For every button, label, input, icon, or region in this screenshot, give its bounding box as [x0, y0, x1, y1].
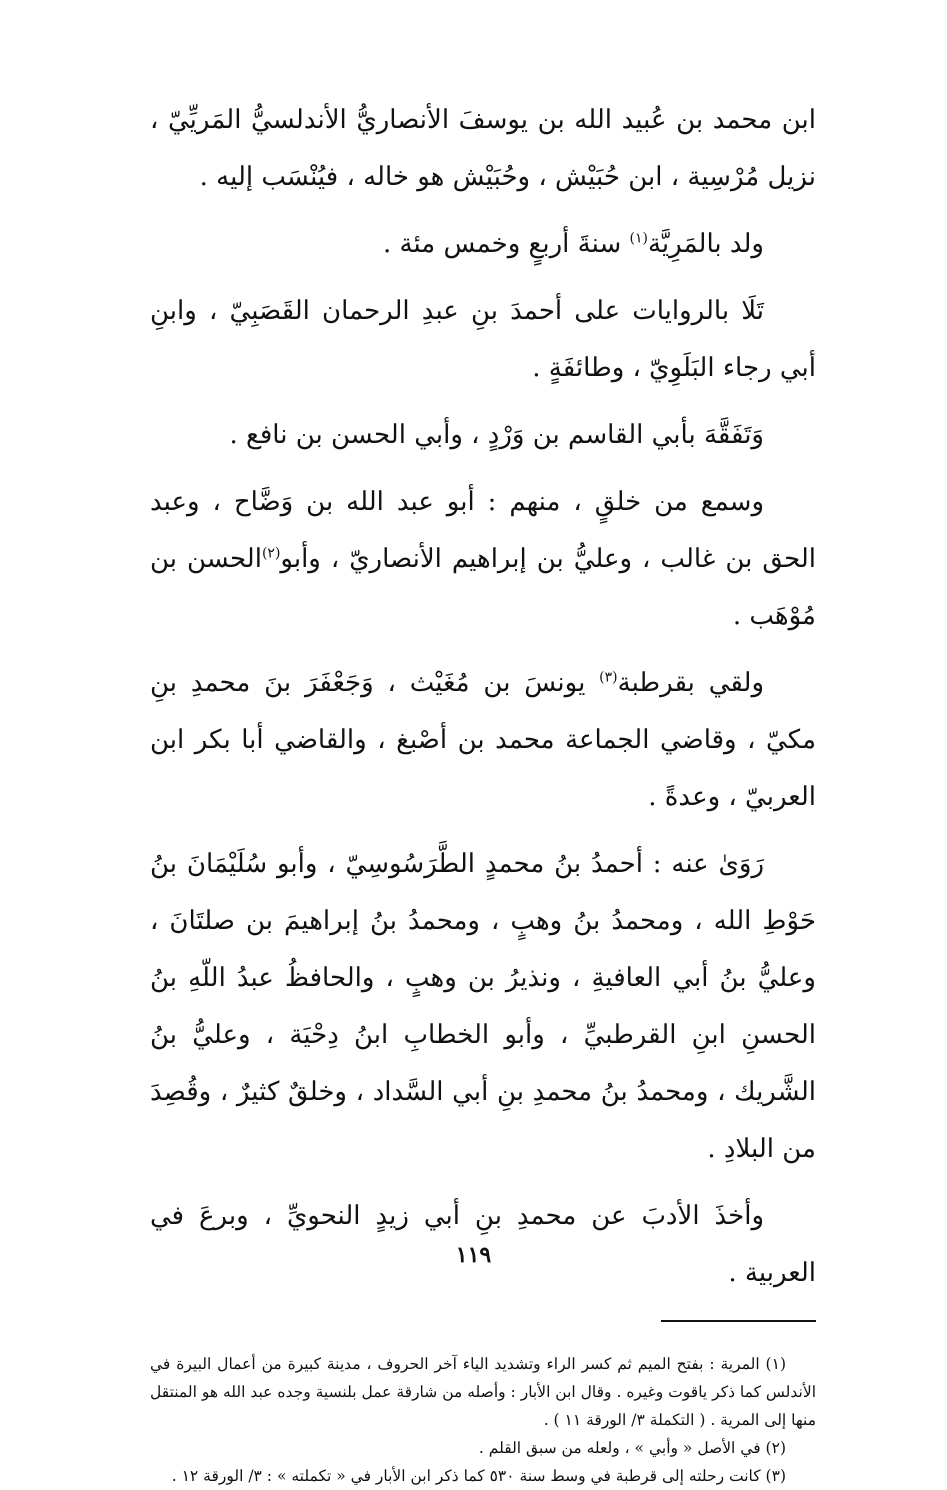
paragraph-5 — [150, 474, 816, 645]
footnote-3: (٣) كانت رحلته إلى قرطبة في وسط سنة ٥٣٠ كما ذكر ابن الأبار في « تكملته » : ٣/ الورقة ١٢ . — [171, 1467, 786, 1485]
footnote-marker-1: (١) — [629, 230, 648, 247]
paragraph-5-rest: الحسن بن مُوْهَب . — [150, 544, 816, 631]
footnotes — [150, 1350, 816, 1490]
footnote-2: (٢) في الأصل « وأبي » ، ولعله من سبق القلم . — [478, 1439, 786, 1457]
footnote-divider — [661, 1320, 816, 1322]
page-body — [150, 92, 816, 1490]
paragraph-1: ابن محمد بن عُبيد الله بن يوسفَ الأنصاريُّ الأندلسيُّ المَريِّيّ ، نزيل مُرْسِية ، ابن حُبَيْش ، وحُبَيْش هو خاله ، فيُنْسَب إليه . — [150, 105, 816, 192]
paragraph-2-rest: سنةَ أربعٍ وخمس مئة . — [382, 229, 630, 259]
footnote-1: (١) المرية : بفتح الميم ثم كسر الراء وتشديد الياء آخر الحروف ، مدينة كبيرة من أعمال البيرة في الأندلس كما ذكر ياقوت وغيره . وقال ابن الأبار : وأصله من شارقة عمل بلنسية وجده عبد الله هو المنتقل منها إلى المرية . ( التكملة ٣/ الورقة ١١ ) . — [150, 1355, 816, 1429]
paragraph-2-text: ولد بالمَرِيَّة — [647, 229, 764, 259]
page-number: ١١٩ — [455, 1242, 492, 1268]
paragraph-8: وأخذَ الأدبَ عن محمدِ بنِ أبي زيدٍ النحويِّ ، وبرعَ في العربية . — [150, 1201, 816, 1288]
paragraph-6-rest: يونسَ بن مُغَيْث ، وَجَعْفَرَ بنَ محمدِ بنِ مكيّ ، وقاضي الجماعة محمد بن أصْبغ ، والقاضي أبا بكر ابن العربيّ ، وعدةً . — [150, 668, 816, 812]
paragraph-3: تَلَا بالروايات على أحمدَ بنِ عبدِ الرحمان القَصَبِيّ ، وابنِ أبي رجاء البَلَوِيّ ، وطائفَةٍ . — [150, 296, 816, 383]
paragraph-6-text: ولقي بقرطبة — [617, 668, 764, 698]
paragraph-4: وَتَفَقَّهَ بأبي القاسم بن وَرْدٍ ، وأبي الحسن بن نافع . — [229, 420, 764, 450]
paragraph-5-text: وسمع من خلقٍ ، منهم : أبو عبد الله بن وَضَّاح ، وعبد الحق بن غالب ، وعليُّ بن إبراهيم الأنصاريّ ، وأبو — [150, 487, 816, 574]
footnote-marker-3: (٣) — [599, 669, 618, 686]
paragraph-6 — [150, 655, 816, 826]
footnote-marker-2: (٢) — [261, 545, 281, 562]
paragraph-2 — [150, 216, 816, 273]
paragraph-7: رَوَىٰ عنه : أحمدُ بنُ محمدٍ الطَّرَسُوسِيّ ، وأبو سُلَيْمَانَ بنُ حَوْطِ الله ، ومحمدُ بنُ وهبٍ ، ومحمدُ بنُ إبراهيمَ بن صلتَانَ ، وعليُّ بنُ أبي العافيةِ ، ونذيرُ بن وهبٍ ، والحافظُ عبدُ اللّهِ بنُ الحسنِ ابنِ القرطبيِّ ، وأبو الخطابِ ابنُ دِحْيَة ، وعليُّ بنُ الشَّريك ، ومحمدُ بنُ محمدِ بنِ أبي السَّداد ، وخلقٌ كثيرٌ ، وقُصِدَ من البلادِ . — [150, 849, 816, 1164]
